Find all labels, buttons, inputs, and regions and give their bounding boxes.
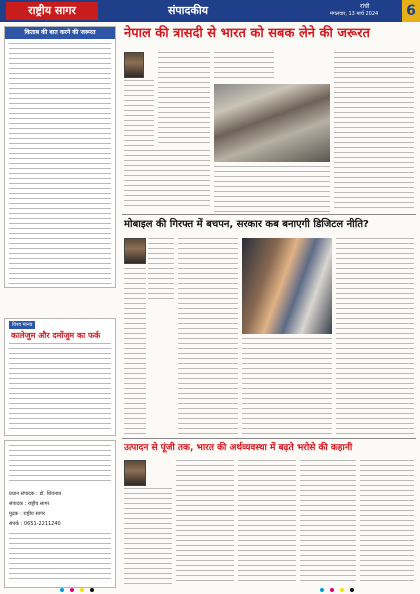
page-number: 6	[402, 0, 420, 22]
main-story-column-6	[214, 166, 330, 212]
third-story-column-4	[300, 460, 356, 584]
author-photo	[124, 52, 144, 78]
publication-name: राष्ट्रीय सागर	[6, 2, 98, 20]
third-story-column-2	[176, 460, 234, 584]
main-story-column-3	[214, 52, 274, 82]
imprint-printer: मुद्रक : राष्ट्रीय सागर	[9, 511, 45, 517]
second-headline: मोबाइल की गिरफ्त में बचपन, सरकार कब बनाएगी डिजिटल नीति?	[124, 219, 369, 230]
main-story-column-1	[124, 80, 154, 146]
edition-city: रांची	[360, 3, 370, 10]
third-headline: उत्पादन से पूंजी तक, भारत की अर्थव्यवस्था में बढ़ते भरोसे की कहानी	[124, 443, 353, 453]
section-title: संपादकीय	[168, 4, 209, 17]
registration-dot	[80, 588, 84, 592]
second-story-column-5	[242, 338, 332, 436]
author-photo	[124, 238, 146, 264]
imprint-editor: प्रधान संपादक : डॉ. शिवनाथ	[9, 491, 62, 497]
divider	[122, 438, 416, 439]
registration-dot	[340, 588, 344, 592]
side-feature-box	[4, 318, 116, 436]
divider	[122, 214, 416, 215]
sidebar-body-text	[9, 43, 111, 285]
masthead-bar	[0, 0, 420, 22]
registration-dot	[70, 588, 74, 592]
second-story-column-3	[178, 238, 238, 436]
registration-dot	[330, 588, 334, 592]
imprint-fine-print	[9, 533, 111, 583]
main-headline: नेपाल की त्रासदी से भारत को सबक लेने की जरूरत	[124, 26, 370, 41]
imprint-managing-editor: संपादक : राष्ट्रीय सागर	[9, 501, 50, 507]
registration-dot	[90, 588, 94, 592]
author-photo	[124, 460, 146, 486]
third-story-column-1	[124, 488, 172, 584]
main-story-column-4	[334, 52, 414, 212]
registration-dot	[320, 588, 324, 592]
imprint-box	[4, 440, 116, 588]
registration-dot	[60, 588, 64, 592]
side-feature-body	[9, 343, 111, 433]
registration-dot	[350, 588, 354, 592]
side-feature-label: विश्व मानव	[9, 321, 35, 329]
side-feature-title: कालेजुम और दमोंजुम का फर्क	[11, 331, 101, 340]
imprint-notice-text	[9, 445, 111, 485]
sidebar-article	[4, 26, 116, 288]
second-story-column-2	[124, 268, 146, 436]
second-story-column-4	[336, 238, 414, 436]
children-with-phones-photo	[242, 238, 332, 334]
main-story-column-2	[158, 52, 210, 146]
main-story-column-5	[124, 150, 210, 210]
sidebar-title: किताब की बात करने की जरूरत	[5, 27, 115, 39]
edition-date: मंगलवार, 13 मार्च 2024	[330, 11, 379, 17]
second-story-column-1	[148, 238, 174, 302]
print-registration-strip	[0, 586, 420, 594]
imprint-contact: संपर्क : 0651-2211240	[9, 521, 61, 527]
third-story-column-5	[360, 460, 414, 584]
earthquake-photo	[214, 84, 330, 162]
third-story-column-3	[238, 460, 296, 584]
